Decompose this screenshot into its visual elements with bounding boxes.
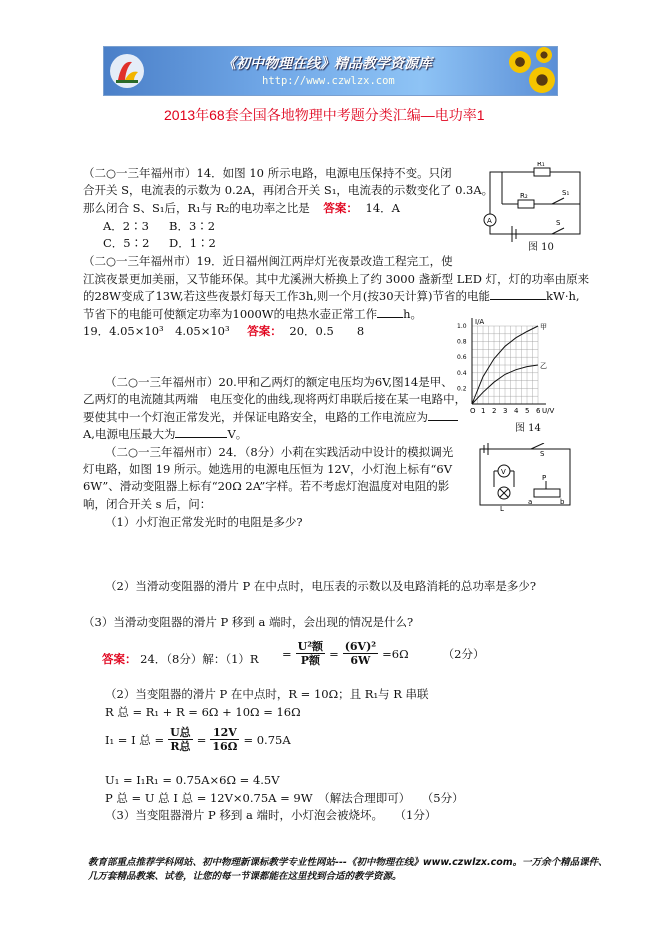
q20-line3-text: 要使其中一个灯泡正常发光，并保证电路安全，电路的工作电流应为 (83, 410, 428, 424)
q19-answer-pre: 19．4.05×10³ 4.05×10³ (83, 324, 230, 338)
q24-ans1-pre: 24．（8分）解：（1）R (140, 652, 259, 666)
svg-text:R₁: R₁ (537, 162, 545, 168)
figure-10-caption: 图 10 (528, 242, 554, 253)
q24-line3: 6W”、滑动变阻器上标有“20Ω 2A”字样。若不考虑灯泡温度对电阻的影 (83, 479, 450, 493)
q24-answer-line1 (102, 651, 259, 667)
x-tick-label: 4 (514, 407, 519, 415)
y-tick-label: 0.6 (457, 354, 467, 362)
q19-unit: h。 (403, 307, 423, 321)
q24-answer-formula: = $\frac{\text{U²额}}{\text{P额}}$ = $\frac{\text{(6V)²}}{6W}$ =6Ω （2分） (282, 640, 485, 667)
q14-line3 (83, 200, 400, 216)
x-tick-label: 2 (492, 407, 497, 415)
numerator: U²额 (297, 640, 324, 653)
q24-ans2-line5: P 总 = U 总 I 总 = 12V×0.75A = 9W （解法合理即可） （5分） (105, 791, 464, 805)
q14-answer: 14．A (365, 201, 400, 215)
svg-text:V: V (501, 468, 506, 476)
svg-text:S: S (540, 450, 545, 458)
q19-answer-line (83, 323, 364, 339)
q14-option-c: C．5∶2 (103, 236, 150, 250)
x-tick-label: 5 (525, 407, 530, 415)
q24-ans2-line1: （2）当变阻器的滑片 P 在中点时，R = 10Ω；且 R₁与 R 串联 (105, 687, 429, 701)
q14-option-a: A．2∶3 (103, 219, 149, 233)
denominator: R总 (170, 740, 191, 753)
x-tick-label: 3 (503, 407, 508, 415)
q20-line4 (83, 426, 247, 442)
denominator: 6W (350, 654, 371, 667)
svg-text:L: L (500, 505, 504, 513)
answer-label: 答案： (323, 201, 358, 215)
y-tick-label: 0.8 (457, 338, 467, 346)
figure-19-circuit (476, 443, 576, 515)
x-tick-label: 6 (536, 407, 541, 415)
q24-line4: 响，闭合开关 s 后，问： (83, 497, 212, 511)
q20-unit: V。 (227, 427, 248, 441)
q19-line1: （二○一三年福州市）19．近日福州闽江两岸灯光夜景改造工程完工，使 (83, 254, 453, 268)
q19-line4-text: 节省下的电能可使额定功率为1000W的电热水壶正常工作 (83, 307, 378, 321)
footer-text: 教育部重点推荐学科网站、初中物理新课标教学专业性网站---《初中物理在线》www.czwlzx.com。一万余个精品课件、几万套精品教案、试卷，让您的每一节课都能在这里找到合适的教学资源。 (88, 857, 608, 882)
x-axis-label: U/V (542, 407, 555, 415)
q20-line3 (83, 409, 458, 425)
site-logo-icon (108, 52, 146, 90)
numerator: (6V)² (344, 640, 377, 653)
q24-sub2: （2）当滑动变阻器的滑片 P 在中点时，电压表的示数以及电路消耗的总功率是多少? (105, 579, 537, 593)
q24-sub3: （3）当滑动变阻器的滑片 P 移到 a 端时，会出现的情况是什么? (83, 615, 414, 629)
q14-question-text: 那么闭合 S、S₁后，R₁与 R₂的电功率之比是 (83, 201, 310, 215)
banner-title: 《初中物理在线》精品教学资源库 (222, 56, 432, 72)
sunflower-icon (529, 67, 555, 93)
q24-ans2-line2: R 总 = R₁ + R = 6Ω + 10Ω = 16Ω (105, 705, 301, 719)
svg-text:A: A (487, 217, 492, 225)
banner-url: http://www.czwlzx.com (262, 75, 395, 87)
numerator: 12V (210, 726, 239, 740)
q14-line1: （二○一三年福州市）14．如图 10 所示电路，电源电压保持不变。只闭 (83, 166, 452, 180)
sunflower-icon (509, 51, 531, 73)
q20-line2: 乙两灯的电流随其两端 电压变化的曲线,现将两灯串联后接在某一电路中， (83, 392, 467, 406)
answer-blank (490, 288, 546, 300)
denominator: P额 (300, 654, 320, 667)
numerator: U总 (170, 726, 191, 739)
y-tick-label: 1.0 (457, 323, 467, 330)
x-tick-label: 1 (481, 407, 486, 415)
svg-text:a: a (528, 498, 533, 506)
q20-line4-text: A,电源电压最大为 (83, 427, 176, 441)
result: =6Ω (382, 646, 409, 661)
q20-line1: （二○一三年福州市）20.甲和乙两灯的额定电压均为6V,图14是甲、 (105, 375, 453, 389)
y-axis-label: I/A (475, 318, 485, 326)
fraction (210, 726, 239, 753)
q24-ans2-line3-pre: I₁ = I 总 = (105, 732, 165, 747)
series-label: 甲 (540, 323, 547, 331)
score: （2分） (442, 646, 485, 661)
q14-line2: 合开关 S，电流表的示数为 0.2A，再闭合开关 S₁，电流表的示数变化了 0.3A。 (83, 183, 494, 197)
q19-unit: kW·h, (546, 289, 580, 303)
answer-label: 答案： (102, 652, 137, 666)
figure-14-caption: 图 14 (515, 423, 541, 434)
q14-option-b: B．3∶2 (169, 219, 216, 233)
header-banner (103, 46, 558, 96)
figure-10-circuit (482, 162, 592, 242)
answer-label: 答案： (247, 324, 282, 338)
q19-answer: 20．0.5 8 (289, 324, 365, 338)
svg-text:b: b (560, 498, 565, 506)
q24-ans2-line4: U₁ = I₁R₁ = 0.75A×6Ω = 4.5V (105, 773, 280, 787)
q19-line4 (83, 306, 422, 322)
x-tick-label: O (470, 407, 476, 415)
q24-line2: 灯电路，如图 19 所示。她选用的电源电压恒为 12V，小灯泡上标有“6V (83, 462, 453, 476)
q24-ans2-line3: I₁ = I 总 = $\frac{\text{U总}}{\text{R总}}$ = $\frac{12V}{16\Omega}$ = 0.75A (105, 726, 291, 753)
fraction (296, 640, 325, 667)
denominator: 16Ω (212, 740, 238, 753)
svg-text:P: P (542, 474, 547, 482)
result: = 0.75A (243, 732, 291, 747)
answer-blank (175, 426, 227, 438)
svg-text:R₂: R₂ (520, 192, 528, 200)
answer-blank (377, 306, 403, 318)
sunflower-icon (536, 47, 552, 63)
q19-line2: 江滨夜景更加美丽，又节能环保。其中尤溪洲大桥换上了约 3000 盏新型 LED 灯，灯的功率由原来 (83, 272, 590, 286)
q19-line3 (83, 288, 580, 304)
page-title: 2013年68套全国各地物理中考题分类汇编—电功率1 (164, 107, 485, 123)
q24-line1: （二○一三年福州市）24．（8分）小莉在实践活动中设计的模拟调光 (105, 445, 454, 459)
y-tick-label: 0.4 (457, 369, 467, 377)
fraction (168, 726, 193, 753)
y-tick-label: 0.2 (457, 385, 467, 393)
figure-14-chart (450, 312, 560, 422)
q24-ans3: （3）当变阻器滑片 P 移到 a 端时，小灯泡会被烧坏。 （1分） (105, 808, 437, 822)
q24-sub1: （1）小灯泡正常发光时的电阻是多少? (105, 515, 303, 529)
answer-blank (428, 409, 458, 421)
svg-text:S₁: S₁ (562, 189, 570, 197)
q14-option-d: D．1∶2 (169, 236, 216, 250)
fraction (343, 640, 378, 667)
q19-line3-text: 的28W变成了13W,若这些夜景灯每天工作3h,则一个月(按30天计算)节省的电能 (83, 289, 491, 303)
series-label: 乙 (540, 362, 547, 370)
svg-text:S: S (556, 219, 561, 227)
